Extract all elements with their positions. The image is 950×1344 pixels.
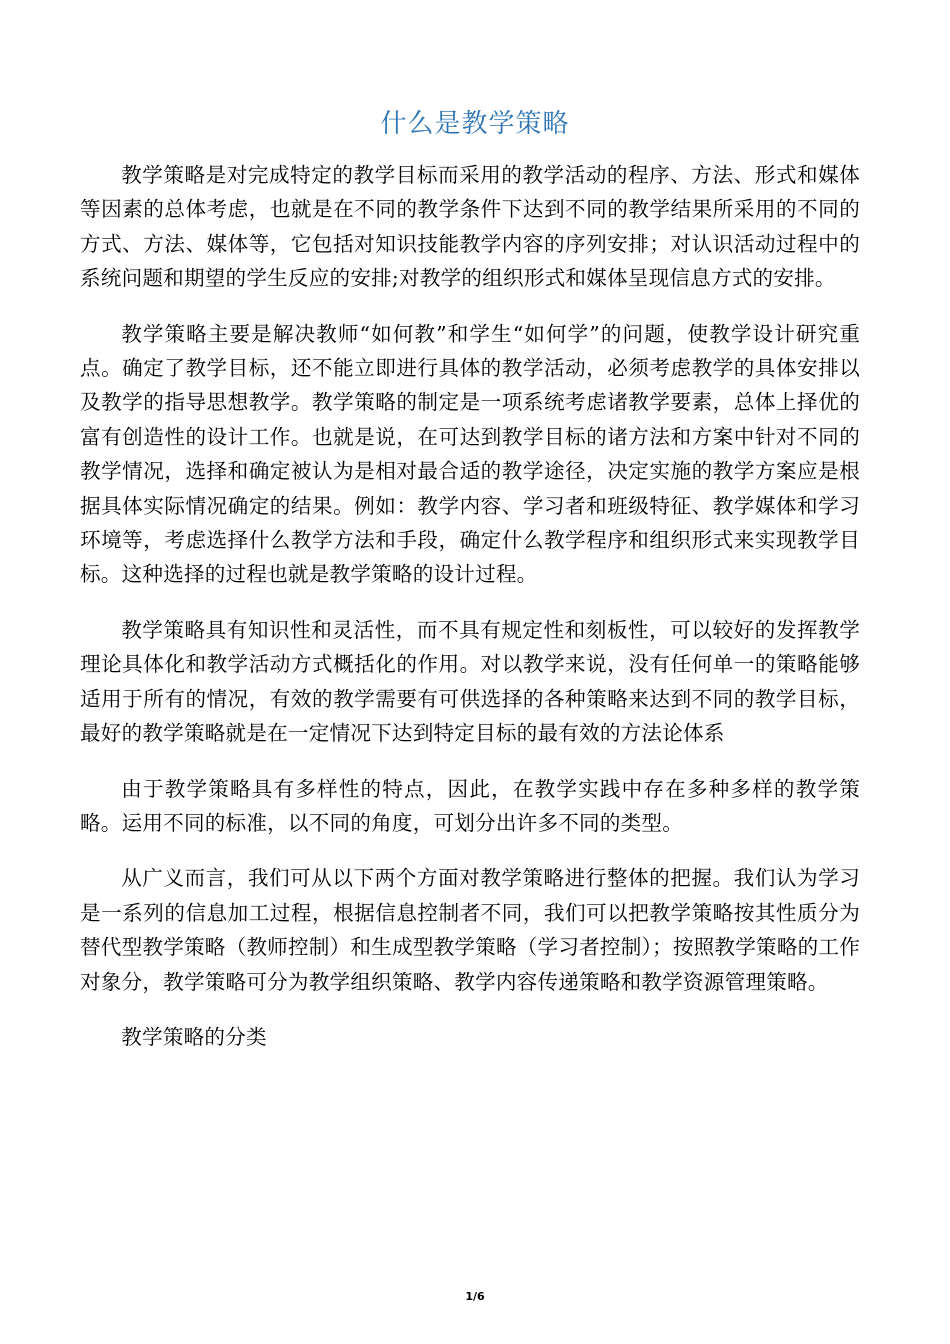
paragraph-3: 教学策略具有知识性和灵活性，而不具有规定性和刻板性，可以较好的发挥教学理论具体化和教学活动方式概括化的作用。对以教学来说，没有任何单一的策略能够适用于所有的情况，有效的教学需要有可供选择的各种策略来达到不同的教学目标，最好的教学策略就是在一定情况下达到特定目标的最有效的方法论体系 [80,617,860,746]
document-title: 什么是教学策略 [380,109,570,139]
paragraph-1: 教学策略是对完成特定的教学目标而采用的教学活动的程序、方法、形式和媒体等因素的总体考虑，也就是在不同的教学条件下达到不同的教学结果所采用的不同的方式、方法、媒体等，它包括对知识技能教学内容的序列安排；对认识活动过程中的系统问题和期望的学生反应的安排;对教学的组织形式和媒体呈现信息方式的安排。 [80,163,860,291]
document-body [80,158,860,1075]
paragraph-2: 教学策略主要是解决教师“如何教”和学生“如何学”的问题，使教学设计研究重点。确定了教学目标，还不能立即进行具体的教学活动，必须考虑教学的具体安排以及教学的指导思想教学。教学策略的制定是一项系统考虑诸教学要素，总体上择优的富有创造性的设计工作。也就是说，在可达到教学目标的诸方法和方案中针对不同的教学情况，选择和确定被认为是相对最合适的教学途径，决定实施的教学方案应是根据具体实际情况确定的结果。例如：教学内容、学习者和班级特征、教学媒体和学习环境等，考虑选择什么教学方法和手段，确定什么教学程序和组织形式来实现教学目标。这种选择的过程也就是教学策略的设计过程。 [80,321,860,587]
paragraph-5: 从广义而言，我们可从以下两个方面对教学策略进行整体的把握。我们认为学习是一系列的信息加工过程，根据信息控制者不同，我们可以把教学策略按其性质分为替代型教学策略（教师控制）和生成型教学策略（学习者控制）；按照教学策略的工作对象分，教学策略可分为教学组织策略、教学内容传递策略和教学资源管理策略。 [80,866,860,994]
section-heading-classification: 教学策略的分类 [121,1024,267,1049]
paragraph-4: 由于教学策略具有多样性的特点，因此，在教学实践中存在多种多样的教学策略。运用不同的标准，以不同的角度，可划分出许多不同的类型。 [80,776,860,835]
page-number: 1/6 [465,1290,485,1303]
